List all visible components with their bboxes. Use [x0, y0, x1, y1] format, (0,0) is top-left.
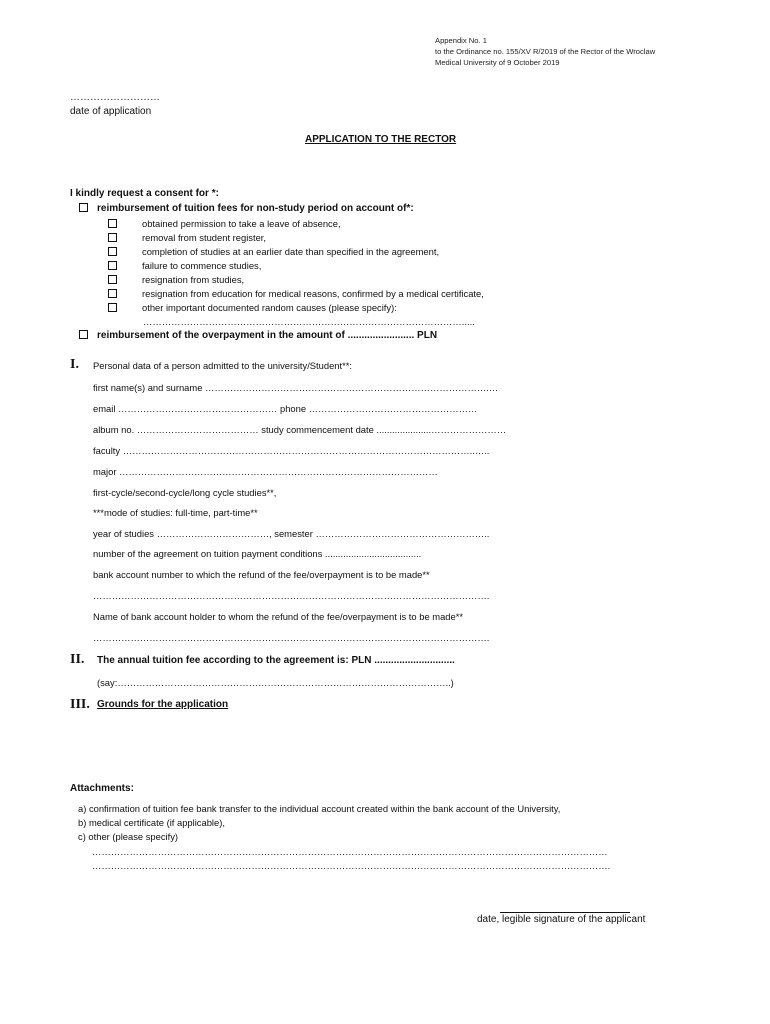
signature-label: date, legible signature of the applicant	[477, 914, 646, 925]
checkbox-icon[interactable]	[108, 219, 117, 228]
field-study-cycle[interactable]: first-cycle/second-cycle/long cycle studies**,	[93, 487, 277, 498]
page-title: APPLICATION TO THE RECTOR	[305, 134, 457, 145]
date-dots: ………………………	[70, 92, 160, 103]
reason-item[interactable]: completion of studies at an earlier date than specified in the agreement,	[108, 246, 439, 257]
attachment-item: a) confirmation of tuition fee bank transfer to the individual account created within the bank account of the University,	[78, 803, 561, 814]
attachment-item: b) medical certificate (if applicable),	[78, 817, 225, 828]
appendix-line-3: Medical University of 9 October 2019	[435, 58, 560, 67]
appendix-line-1: Appendix No. 1	[435, 36, 487, 45]
section-3-heading: Grounds for the application	[97, 699, 229, 710]
attachment-other-dots-1[interactable]: …………………………………………………………………………………………………………………………………………………	[92, 846, 608, 857]
appendix-line-2: to the Ordinance no. 155/XV R/2019 of the Rector of the Wroclaw	[435, 47, 656, 56]
appendix-note	[435, 35, 655, 68]
tuition-fee-say[interactable]: (say:……………………………………………………………………………………………..)	[97, 677, 454, 688]
checkbox-icon[interactable]	[108, 275, 117, 284]
signature-line[interactable]	[500, 912, 630, 913]
section-numeral-2: II.	[70, 652, 85, 667]
section-numeral-3: III.	[70, 697, 90, 712]
date-of-application-label: date of application	[70, 106, 152, 117]
field-email-phone[interactable]: email …………………………………………… phone ………………………………………………	[93, 403, 478, 414]
field-account-holder-dots[interactable]: ……………………………………………………………………………………………………………….	[93, 632, 490, 643]
field-major[interactable]: major …………………………………………………………………………………………	[93, 466, 438, 477]
checkbox-icon[interactable]	[108, 303, 117, 312]
field-bank-account-dots[interactable]: ……………………………………………………………………………………………………………….	[93, 590, 490, 601]
option-overpayment[interactable]	[79, 330, 437, 341]
attachment-item: c) other (please specify)	[78, 831, 179, 842]
attachments-heading: Attachments:	[70, 783, 134, 794]
reason-item[interactable]: failure to commence studies,	[108, 260, 261, 271]
checkbox-icon[interactable]	[79, 330, 88, 339]
option-reimbursement-tuition-label: reimbursement of tuition fees for non-study period on account of*:	[97, 203, 414, 214]
section-1-heading: Personal data of a person admitted to the university/Student**:	[93, 360, 353, 371]
field-bank-account-label: bank account number to which the refund of the fee/overpayment is to be made**	[93, 569, 430, 580]
field-agreement-number[interactable]: number of the agreement on tuition payment conditions .....................................	[93, 548, 422, 559]
field-faculty[interactable]: faculty …………………………………………………………………………………………………..…..	[93, 445, 490, 456]
attachment-other-dots-2[interactable]: ………………………………………………………………………………………………………………………………………………….	[92, 860, 611, 871]
reason-item[interactable]: resignation from education for medical reasons, confirmed by a medical certificate,	[108, 288, 484, 299]
reason-item[interactable]: obtained permission to take a leave of absence,	[108, 218, 341, 229]
field-study-mode[interactable]: ***mode of studies: full-time, part-time**	[93, 507, 258, 518]
reason-specify-dots[interactable]: ………………………………………………………………………………………….....	[143, 316, 475, 327]
option-reimbursement-tuition[interactable]	[79, 203, 414, 214]
checkbox-icon[interactable]	[108, 289, 117, 298]
option-overpayment-label: reimbursement of the overpayment in the amount of ........................ PLN	[97, 330, 438, 341]
field-account-holder-label: Name of bank account holder to whom the refund of the fee/overpayment is to be made**	[93, 611, 464, 622]
checkbox-icon[interactable]	[108, 247, 117, 256]
reason-item[interactable]: removal from student register,	[108, 232, 266, 243]
field-album-commencement[interactable]: album no. ………………………………… study commencement date .....................……………………	[93, 424, 507, 435]
section-numeral-1: I.	[70, 357, 79, 372]
checkbox-icon[interactable]	[108, 261, 117, 270]
reason-item[interactable]: other important documented random causes (please specify):	[108, 302, 397, 313]
checkbox-icon[interactable]	[79, 203, 88, 212]
request-intro: I kindly request a consent for *:	[70, 188, 219, 199]
field-year-semester[interactable]: year of studies ………………………………, semester ………………………………………………..	[93, 528, 490, 539]
field-name[interactable]: first name(s) and surname ……………………………………………………………………………….…	[93, 382, 499, 393]
reason-item[interactable]: resignation from studies,	[108, 274, 244, 285]
checkbox-icon[interactable]	[108, 233, 117, 242]
section-2-heading[interactable]: The annual tuition fee according to the agreement is: PLN .............................	[97, 655, 455, 666]
